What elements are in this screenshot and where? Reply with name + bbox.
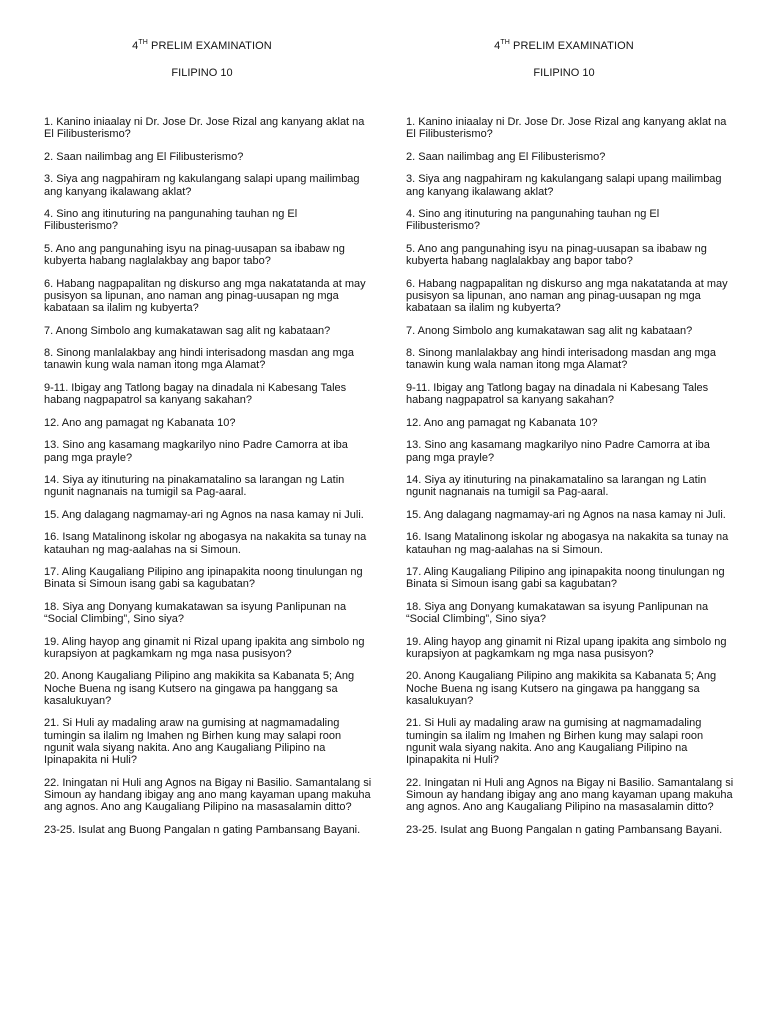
question-item: 19. Aling hayop ang ginamit ni Rizal upang ipakita ang simbolo ng kurapsiyon at pagkamkam ng mga nasa pusisyon? (406, 635, 727, 660)
subject-title: FILIPINO 10 (171, 67, 233, 79)
question-item: 3. Siya ang nagpahiram ng kakulangang salapi upang mailimbag ang kanyang ikalawang aklat? (406, 173, 722, 198)
question-item: 15. Ang dalagang nagmamay-ari ng Agnos na nasa kamay ni Juli. (44, 508, 364, 521)
question-item: 6. Habang nagpapalitan ng diskurso ang mga nakatatanda at may pusisyon sa lipunan, ano naman ang pinag-uusapan ng mga kabataan sa ilalim ng kubyerta? (406, 277, 728, 315)
question-item: 2. Saan nailimbag ang El Filibusterismo? (406, 150, 606, 163)
exam-number-suffix: TH (138, 39, 148, 46)
subject-title: FILIPINO 10 (533, 67, 595, 79)
question-item: 22. Iningatan ni Huli ang Agnos na Bigay ni Basilio. Samantalang si Simoun ay handang ibigay ang ano mang kayaman upang makuha ang agnos. Ano ang Kaugaliang Pilipino na masasalamin ditto? (44, 776, 372, 814)
question-item: 4. Sino ang itinuturing na pangunahing tauhan ng El Filibusterismo? (406, 208, 660, 233)
question-item: 6. Habang nagpapalitan ng diskurso ang mga nakatatanda at may pusisyon sa lipunan, ano naman ang pinag-uusapan ng mga kabataan sa ilalim ng kubyerta? (44, 277, 366, 315)
question-item: 18. Siya ang Donyang kumakatawan sa isyung Panlipunan na “Social Climbing”, Sino siya? (44, 600, 347, 626)
question-item: 12. Ano ang pamagat ng Kabanata 10? (406, 416, 598, 429)
question-item: 5. Ano ang pangunahing isyu na pinag-uusapan sa ibabaw ng kubyerta habang naglalakbay ang bapor tabo? (406, 242, 707, 268)
question-item: 7. Anong Simbolo ang kumakatawan sag alit ng kabataan? (44, 324, 331, 337)
question-item: 14. Siya ay itinuturing na pinakamatalino sa larangan ng Latin ngunit nagnanais na tumigil sa Pag-aaral. (406, 474, 707, 499)
exam-column-right (406, 36, 736, 846)
exam-number-suffix: TH (500, 39, 510, 46)
question-item: 17. Aling Kaugaliang Pilipino ang ipinapakita noong tinulungan ng Binata si Simoun isang gabi sa kagubatan? (406, 566, 725, 591)
question-item: 9-11. Ibigay ang Tatlong bagay na dinadala ni Kabesang Tales habang nagpapatrol sa kanyang sakahan? (44, 381, 347, 407)
question-item: 3. Siya ang nagpahiram ng kakulangang salapi upang mailimbag ang kanyang ikalawang aklat? (44, 173, 360, 198)
exam-title (392, 36, 736, 53)
question-item: 22. Iningatan ni Huli ang Agnos na Bigay ni Basilio. Samantalang si Simoun ay handang ibigay ang ano mang kayaman upang makuha ang agnos. Ano ang Kaugaliang Pilipino na masasalamin ditto? (406, 776, 734, 814)
question-item: 13. Sino ang kasamang magkarilyo nino Padre Camorra at iba pang mga prayle? (406, 439, 710, 464)
question-item: 5. Ano ang pangunahing isyu na pinag-uusapan sa ibabaw ng kubyerta habang naglalakbay ang bapor tabo? (44, 242, 345, 268)
question-item: 21. Si Huli ay madaling araw na gumising at nagmamadaling tumingin sa ilalim ng Imahen ng Birhen kung may salapi roon ngunit wala siyang nakita. Ano ang Kaugaliang Pilipino na Ipinapakita ni Huli? (406, 717, 704, 767)
question-item: 8. Sinong manlalakbay ang hindi interisadong masdan ang mga tanawin kung wala naman itong mga Alamat? (406, 347, 717, 372)
question-item: 15. Ang dalagang nagmamay-ari ng Agnos na nasa kamay ni Juli. (406, 508, 726, 521)
question-item: 8. Sinong manlalakbay ang hindi interisadong masdan ang mga tanawin kung wala naman itong mga Alamat? (44, 347, 355, 372)
question-item: 4. Sino ang itinuturing na pangunahing tauhan ng El Filibusterismo? (44, 208, 298, 233)
question-list (44, 116, 374, 836)
question-item: 23-25. Isulat ang Buong Pangalan n gating Pambansang Bayani. (406, 823, 723, 836)
exam-number: 4 (494, 40, 501, 52)
question-item: 19. Aling hayop ang ginamit ni Rizal upang ipakita ang simbolo ng kurapsiyon at pagkamkam ng mga nasa pusisyon? (44, 635, 365, 660)
exam-title-text: PRELIM EXAMINATION (509, 40, 634, 52)
question-item: 1. Kanino iniaalay ni Dr. Jose Dr. Jose Rizal ang kanyang aklat na El Filibusterismo? (44, 116, 365, 141)
question-item: 13. Sino ang kasamang magkarilyo nino Padre Camorra at iba pang mga prayle? (44, 439, 348, 464)
question-item: 21. Si Huli ay madaling araw na gumising at nagmamadaling tumingin sa ilalim ng Imahen ng Birhen kung may salapi roon ngunit wala siyang nakita. Ano ang Kaugaliang Pilipino na Ipinapakita ni Huli? (44, 717, 342, 767)
question-item: 16. Isang Matalinong iskolar ng abogasya na nakakita sa tunay na katauhan ng mag-aalahas na si Simoun. (44, 531, 367, 556)
question-item: 12. Ano ang pamagat ng Kabanata 10? (44, 416, 236, 429)
question-item: 23-25. Isulat ang Buong Pangalan n gating Pambansang Bayani. (44, 823, 361, 836)
question-item: 20. Anong Kaugaliang Pilipino ang makikita sa Kabanata 5; Ang Noche Buena ng isang Kutsero na gingawa pa hanggang sa kasalukuyan? (44, 670, 355, 707)
question-list (406, 116, 736, 836)
question-item: 9-11. Ibigay ang Tatlong bagay na dinadala ni Kabesang Tales habang nagpapatrol sa kanyang sakahan? (406, 381, 709, 407)
question-item: 7. Anong Simbolo ang kumakatawan sag alit ng kabataan? (406, 324, 693, 337)
question-item: 14. Siya ay itinuturing na pinakamatalino sa larangan ng Latin ngunit nagnanais na tumigil sa Pag-aaral. (44, 474, 345, 499)
question-item: 16. Isang Matalinong iskolar ng abogasya na nakakita sa tunay na katauhan ng mag-aalahas na si Simoun. (406, 531, 729, 556)
question-item: 17. Aling Kaugaliang Pilipino ang ipinapakita noong tinulungan ng Binata si Simoun isang gabi sa kagubatan? (44, 566, 363, 591)
exam-number: 4 (132, 40, 139, 52)
exam-column-left (44, 36, 374, 846)
question-item: 20. Anong Kaugaliang Pilipino ang makikita sa Kabanata 5; Ang Noche Buena ng isang Kutsero na gingawa pa hanggang sa kasalukuyan? (406, 670, 717, 707)
question-item: 1. Kanino iniaalay ni Dr. Jose Dr. Jose Rizal ang kanyang aklat na El Filibusterismo? (406, 116, 727, 141)
exam-title-text: PRELIM EXAMINATION (147, 40, 272, 52)
question-item: 18. Siya ang Donyang kumakatawan sa isyung Panlipunan na “Social Climbing”, Sino siya? (406, 600, 709, 626)
exam-title (30, 36, 374, 53)
question-item: 2. Saan nailimbag ang El Filibusterismo? (44, 150, 244, 163)
